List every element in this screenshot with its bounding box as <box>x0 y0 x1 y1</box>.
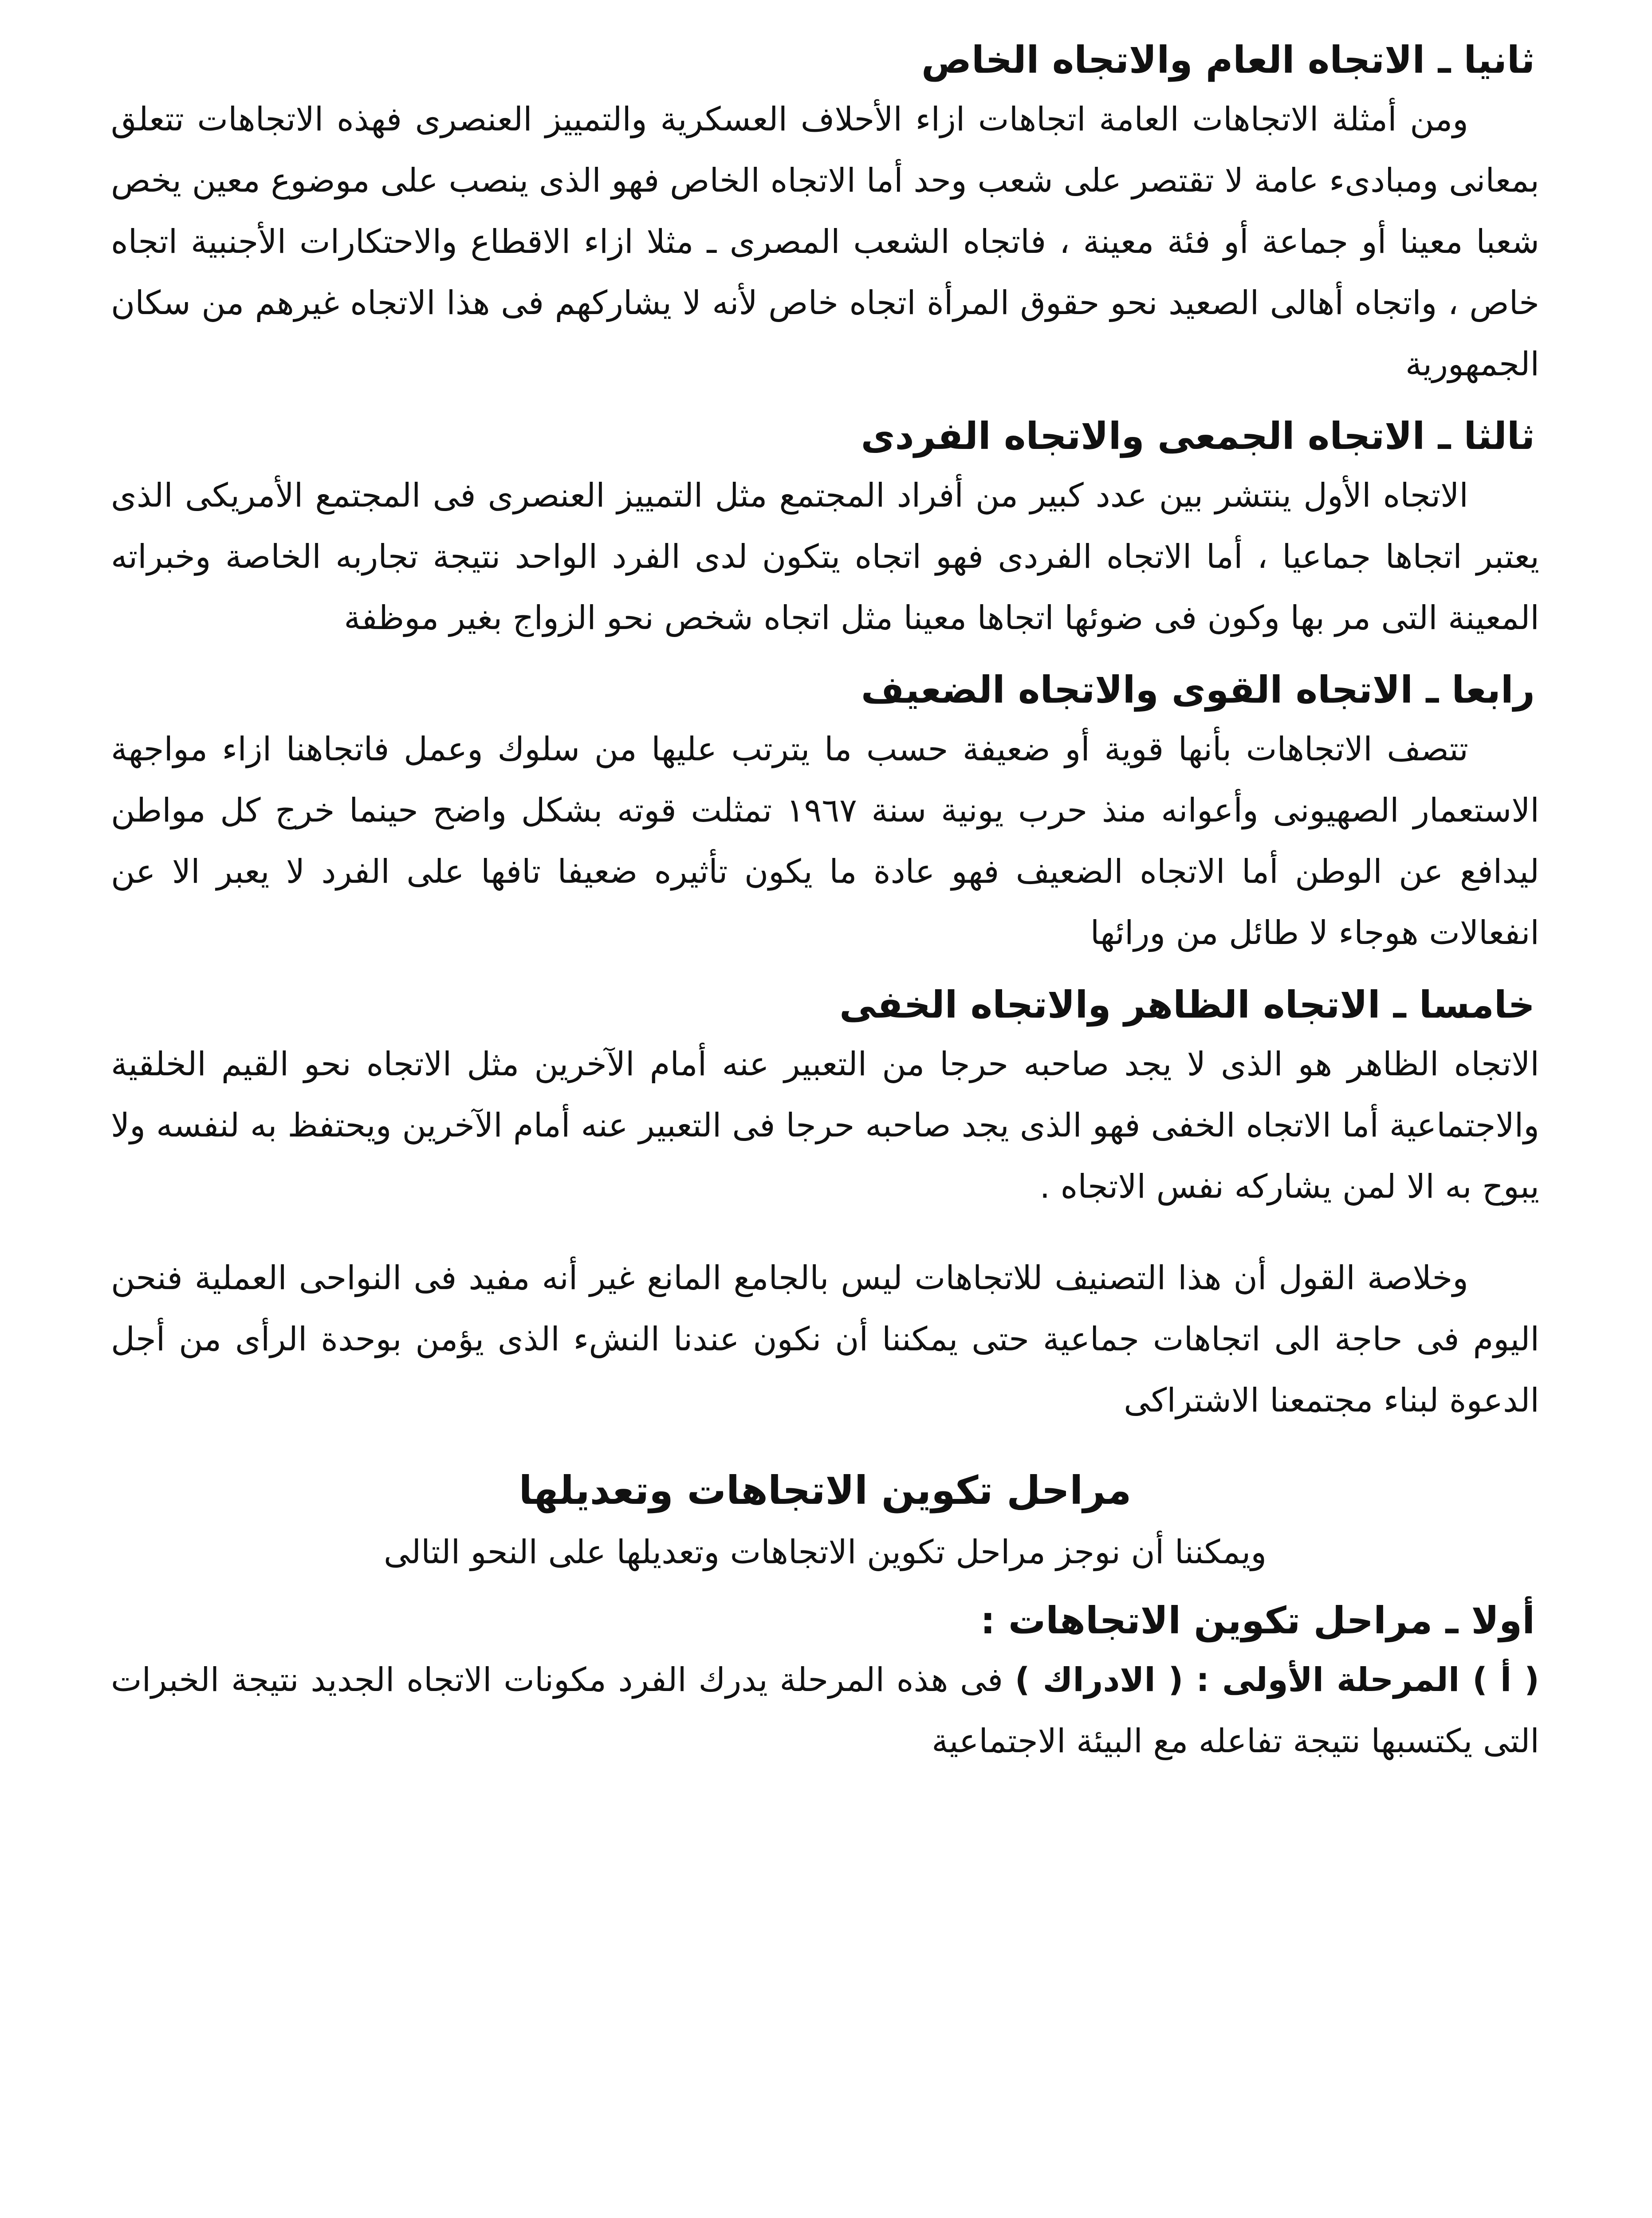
section-heading: ثانيا ـ الاتجاه العام والاتجاه الخاص <box>921 38 1535 82</box>
section-heading: رابعا ـ الاتجاه القوى والاتجاه الضعيف <box>861 668 1535 712</box>
section-general-specific <box>111 31 1539 395</box>
stages-title: مراحل تكوين الاتجاهات وتعديلها <box>519 1467 1132 1513</box>
section-heading: خامسا ـ الاتجاه الظاهر والاتجاه الخفى <box>839 983 1535 1026</box>
conclusion-paragraph: وخلاصة القول أن هذا التصنيف للاتجاهات ليس بالجامع المانع غير أنه مفيد فى النواحى العملية فنحن اليوم فى حاجة الى اتجاهات جماعية حتى يمكننا أن نكون عندنا النشء الذى يؤمن بوحدة الرأى من أجل الدعوة لبناء مجتمعنا الاشتراكى <box>111 1259 1539 1420</box>
document-page <box>111 31 1539 2218</box>
section-paragraph: الاتجاه الظاهر هو الذى لا يجد صاحبه حرجا من التعبير عنه أمام الآخرين مثل الاتجاه نحو القيم الخلقية والاجتماعية أما الاتجاه الخفى فهو الذى يجد صاحبه حرجا فى التعبير عنه أمام الآخرين ويحتفظ به لنفسه ولا يبوح به الا لمن يشاركه نفس الاتجاه . <box>111 1045 1539 1206</box>
stages-intro: ويمكننا أن نوجز مراحل تكوين الاتجاهات وتعديلها على النحو التالى <box>383 1533 1267 1571</box>
stage-a-paragraph <box>111 1649 1539 1772</box>
stage-a-text: فى هذه المرحلة يدرك الفرد مكونات الاتجاه الجديد نتيجة الخبرات التى يكتسبها نتيجة تفاعله مع البيئة الاجتماعية <box>111 1661 1539 1760</box>
stage-a-label: ( أ ) المرحلة الأولى : ( الادراك ) <box>1015 1661 1539 1699</box>
first-stage-heading: أولا ـ مراحل تكوين الاتجاهات : <box>980 1599 1535 1642</box>
section-heading: ثالثا ـ الاتجاه الجمعى والاتجاه الفردى <box>861 414 1535 458</box>
section-paragraph: تتصف الاتجاهات بأنها قوية أو ضعيفة حسب ما يترتب عليها من سلوك وعمل فاتجاهنا ازاء مواجهة الاستعمار الصهيونى وأعوانه منذ حرب يونية سنة ١٩٦٧ تمثلت قوته بشكل واضح حينما خرج كل مواطن ليدافع عن الوطن أما الاتجاه الضعيف فهو عادة ما يكون تأثيره ضعيفا تافها على الفرد لا يعبر الا عن انفعالات هوجاء لا طائل من ورائها <box>111 730 1539 952</box>
spacer <box>111 1230 1539 1247</box>
section-collective-individual <box>111 407 1539 649</box>
section-strong-weak <box>111 661 1539 963</box>
section-paragraph: ومن أمثلة الاتجاهات العامة اتجاهات ازاء الأحلاف العسكرية والتمييز العنصرى فهذه الاتجاهات تتعلق بمعانى ومبادىء عامة لا تقتصر على شعب وحد أما الاتجاه الخاص فهو الذى ينصب على موضوع معين يخص شعبا معينا أو جماعة أو فئة معينة ، فاتجاه الشعب المصرى ـ مثلا ازاء الاقطاع والاحتكارات الأجنبية اتجاه خاص ، واتجاه أهالى الصعيد نحو حقوق المرأة اتجاه خاص لأنه لا يشاركهم فى هذا الاتجاه غيرهم من سكان الجمهورية <box>111 100 1539 383</box>
section-paragraph: الاتجاه الأول ينتشر بين عدد كبير من أفراد المجتمع مثل التمييز العنصرى فى المجتمع الأمريكى الذى يعتبر اتجاها جماعيا ، أما الاتجاه الفردى فهو اتجاه يتكون لدى الفرد الواحد نتيجة تجاربه الخاصة وخبراته المعينة التى مر بها وكون فى ضوئها اتجاها معينا مثل اتجاه شخص نحو الزواج بغير موظفة <box>111 476 1539 637</box>
section-overt-covert <box>111 976 1539 1217</box>
